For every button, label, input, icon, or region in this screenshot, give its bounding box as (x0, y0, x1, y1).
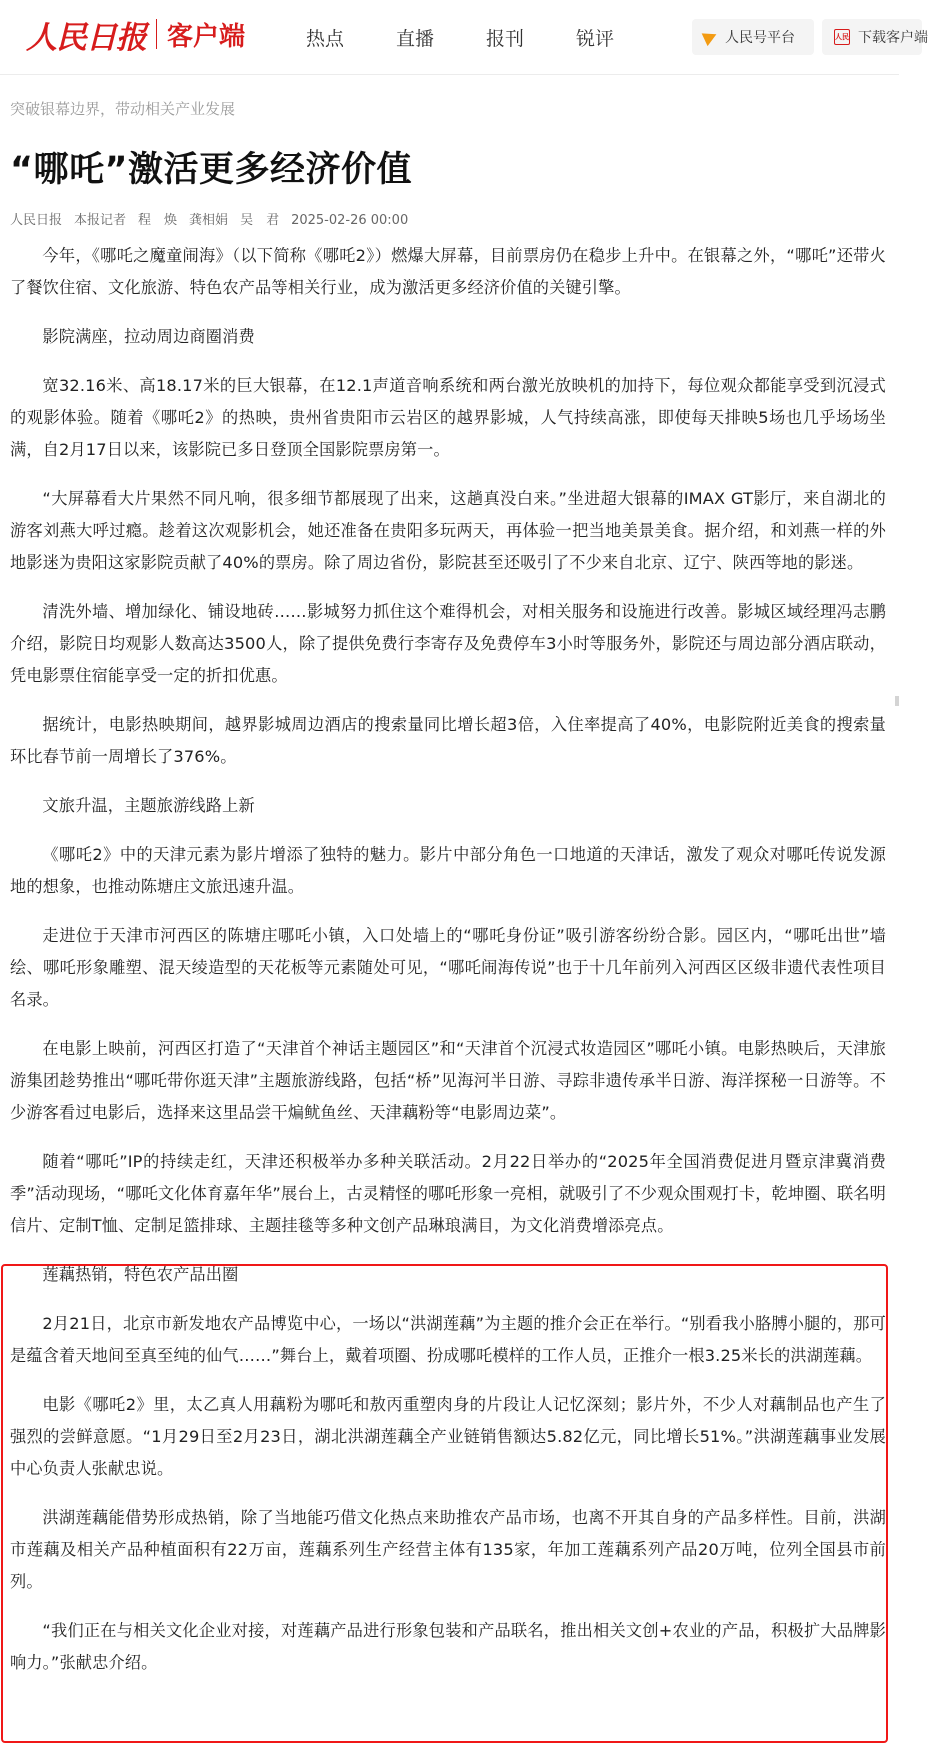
article-subtitle: 突破银幕边界，带动相关产业发展 (10, 100, 236, 118)
meta-source: 人民日报 (10, 213, 63, 228)
main-nav (306, 24, 666, 51)
rmh-platform-button[interactable] (692, 19, 814, 55)
article-paragraph: 宽32.16米、高18.17米的巨大银幕，在12.1声道音响系统和两台激光放映机的加持下，每位观众都能享受到沉浸式的观影体验。随着《哪吒2》的热映，贵州省贵阳市云岩区的越界影城，人气持续高涨，即使每天排映5场也几乎场场坐满，自2月17日以来，该影院已多日登顶全国影院票房第一。 (10, 376, 886, 459)
section-heading: 文旅升温，主题旅游线路上新 (42, 796, 255, 815)
download-app-label: 下载客户端 (858, 30, 928, 46)
logo-brand: 人民日报 (26, 19, 146, 56)
nav-item-commentary[interactable]: 锐评 (576, 28, 615, 50)
article-paragraph: “大屏幕看大片果然不同凡响，很多细节都展现了出来，这趟真没白来。”坐进超大银幕的IMAX GT影厅，来自湖北的游客刘燕大呼过瘾。趁着这次观影机会，她还准备在贵阳多玩两天，再体验一把当地美景美食。据介绍，和刘燕一样的外地影迷为贵阳这家影院贡献了40%的票房。除了周边省份，影院甚至还吸引了不少来自北京、辽宁、陕西等地的影迷。 (10, 489, 886, 572)
section-heading: 影院满座，拉动周边商圈消费 (42, 327, 255, 346)
article-paragraph: 洪湖莲藕能借势形成热销，除了当地能巧借文化热点来助推农产品市场，也离不开其自身的产品多样性。目前，洪湖市莲藕及相关产品种植面积有22万亩，莲藕系列生产经营主体有135家，年加工莲藕系列产品20万吨，位列全国县市前列。 (10, 1508, 886, 1591)
article-paragraph: 清洗外墙、增加绿化、铺设地砖……影城努力抓住这个难得机会，对相关服务和设施进行改善。影城区域经理冯志鹏介绍，影院日均观影人数高达3500人，除了提供免费行李寄存及免费停车3小时等服务外，影院还与周边部分酒店联动，凭电影票住宿能享受一定的折扣优惠。 (10, 602, 886, 685)
article-paragraph: 今年，《哪吒之魔童闹海》（以下简称《哪吒2》）燃爆大屏幕，目前票房仍在稳步上升中。在银幕之外，“哪吒”还带火了餐饮住宿、文化旅游、特色农产品等相关行业，成为激活更多经济价值的关键引擎。 (10, 246, 886, 297)
rmh-platform-label: 人民号平台 (725, 30, 795, 46)
article-paragraph: 走进位于天津市河西区的陈塘庄哪吒小镇，入口处墙上的“哪吒身份证”吸引游客纷纷合影。园区内，“哪吒出世”墙绘、哪吒形象雕塑、混天绫造型的天花板等元素随处可见，“哪吒闹海传说”也于十几年前列入河西区区级非遗代表性项目名录。 (10, 926, 886, 1009)
app-logo-icon: 人民 (834, 29, 850, 45)
article-paragraph: 电影《哪吒2》里，太乙真人用藕粉为哪吒和敖丙重塑肉身的片段让人记忆深刻；影片外，不少人对藕制品也产生了强烈的尝鲜意愿。“1月29日至2月23日，湖北洪湖莲藕全产业链销售额达5.82亿元，同比增长51%。”洪湖莲藕事业发展中心负责人张献忠说。 (10, 1395, 886, 1478)
article-paragraph: 据统计，电影热映期间，越界影城周边酒店的搜索量同比增长超3倍，入住率提高了40%，电影院附近美食的搜索量环比春节前一周增长了376%。 (10, 715, 886, 766)
article-paragraph: “我们正在与相关文化企业对接，对莲藕产品进行形象包装和产品联名，推出相关文创+农业的产品，积极扩大品牌影响力。”张献忠介绍。 (10, 1621, 886, 1672)
meta-reporter-prefix: 本报记者 (74, 213, 127, 228)
meta-date: 2025-02-26 00:00 (291, 213, 409, 228)
site-header (0, 0, 928, 75)
megaphone-icon (702, 28, 720, 46)
article-paragraph: 2月21日，北京市新发地农产品博览中心，一场以“洪湖莲藕”为主题的推介会正在举行。“别看我小胳膊小腿的，那可是蕴含着天地间至真至纯的仙气……”舞台上，戴着项圈、扮成哪吒模样的工作人员，正推介一根3.25米长的洪湖莲藕。 (10, 1314, 886, 1365)
article-paragraph: 《哪吒2》中的天津元素为影片增添了独特的魅力。影片中部分角色一口地道的天津话，激发了观众对哪吒传说发源地的想象，也推动陈塘庄文旅迅速升温。 (10, 845, 886, 896)
section-heading: 莲藕热销，特色农产品出圈 (42, 1265, 239, 1284)
site-logo[interactable] (26, 16, 246, 56)
logo-divider (156, 19, 157, 49)
meta-author: 程 焕 (138, 213, 178, 228)
nav-item-newspaper[interactable]: 报刊 (486, 28, 525, 50)
nav-item-live[interactable]: 直播 (396, 28, 435, 50)
scrollbar-marker[interactable] (895, 696, 899, 706)
article-paragraph: 随着“哪吒”IP的持续走红，天津还积极举办多种关联活动。2月22日举办的“2025年全国消费促进月暨京津冀消费季”活动现场，“哪吒文化体育嘉年华”展台上，古灵精怪的哪吒形象一亮相，就吸引了不少观众围观打卡，乾坤圈、联名明信片、定制T恤、定制足篮排球、主题挂毯等多种文创产品琳琅满目，为文化消费增添亮点。 (10, 1152, 886, 1235)
meta-author: 龚相娟 (189, 213, 229, 228)
article-title: “哪吒”激活更多经济价值 (10, 150, 413, 190)
highlight-box (1, 1264, 888, 1743)
article-paragraph: 在电影上映前，河西区打造了“天津首个神话主题园区”和“天津首个沉浸式妆造园区”哪吒小镇。电影热映后，天津旅游集团趁势推出“哪吒带你逛天津”主题旅游线路，包括“桥”见海河半日游、寻踪非遗传承半日游、海洋探秘一日游等。不少游客看过电影后，选择来这里品尝干煸鱿鱼丝、天津藕粉等“电影周边菜”。 (10, 1039, 886, 1122)
article-meta (10, 212, 886, 230)
logo-subtitle: 客户端 (167, 21, 246, 52)
nav-item-hot[interactable]: 热点 (306, 28, 345, 50)
meta-author: 吴 君 (240, 213, 280, 228)
download-app-button[interactable] (822, 19, 928, 55)
